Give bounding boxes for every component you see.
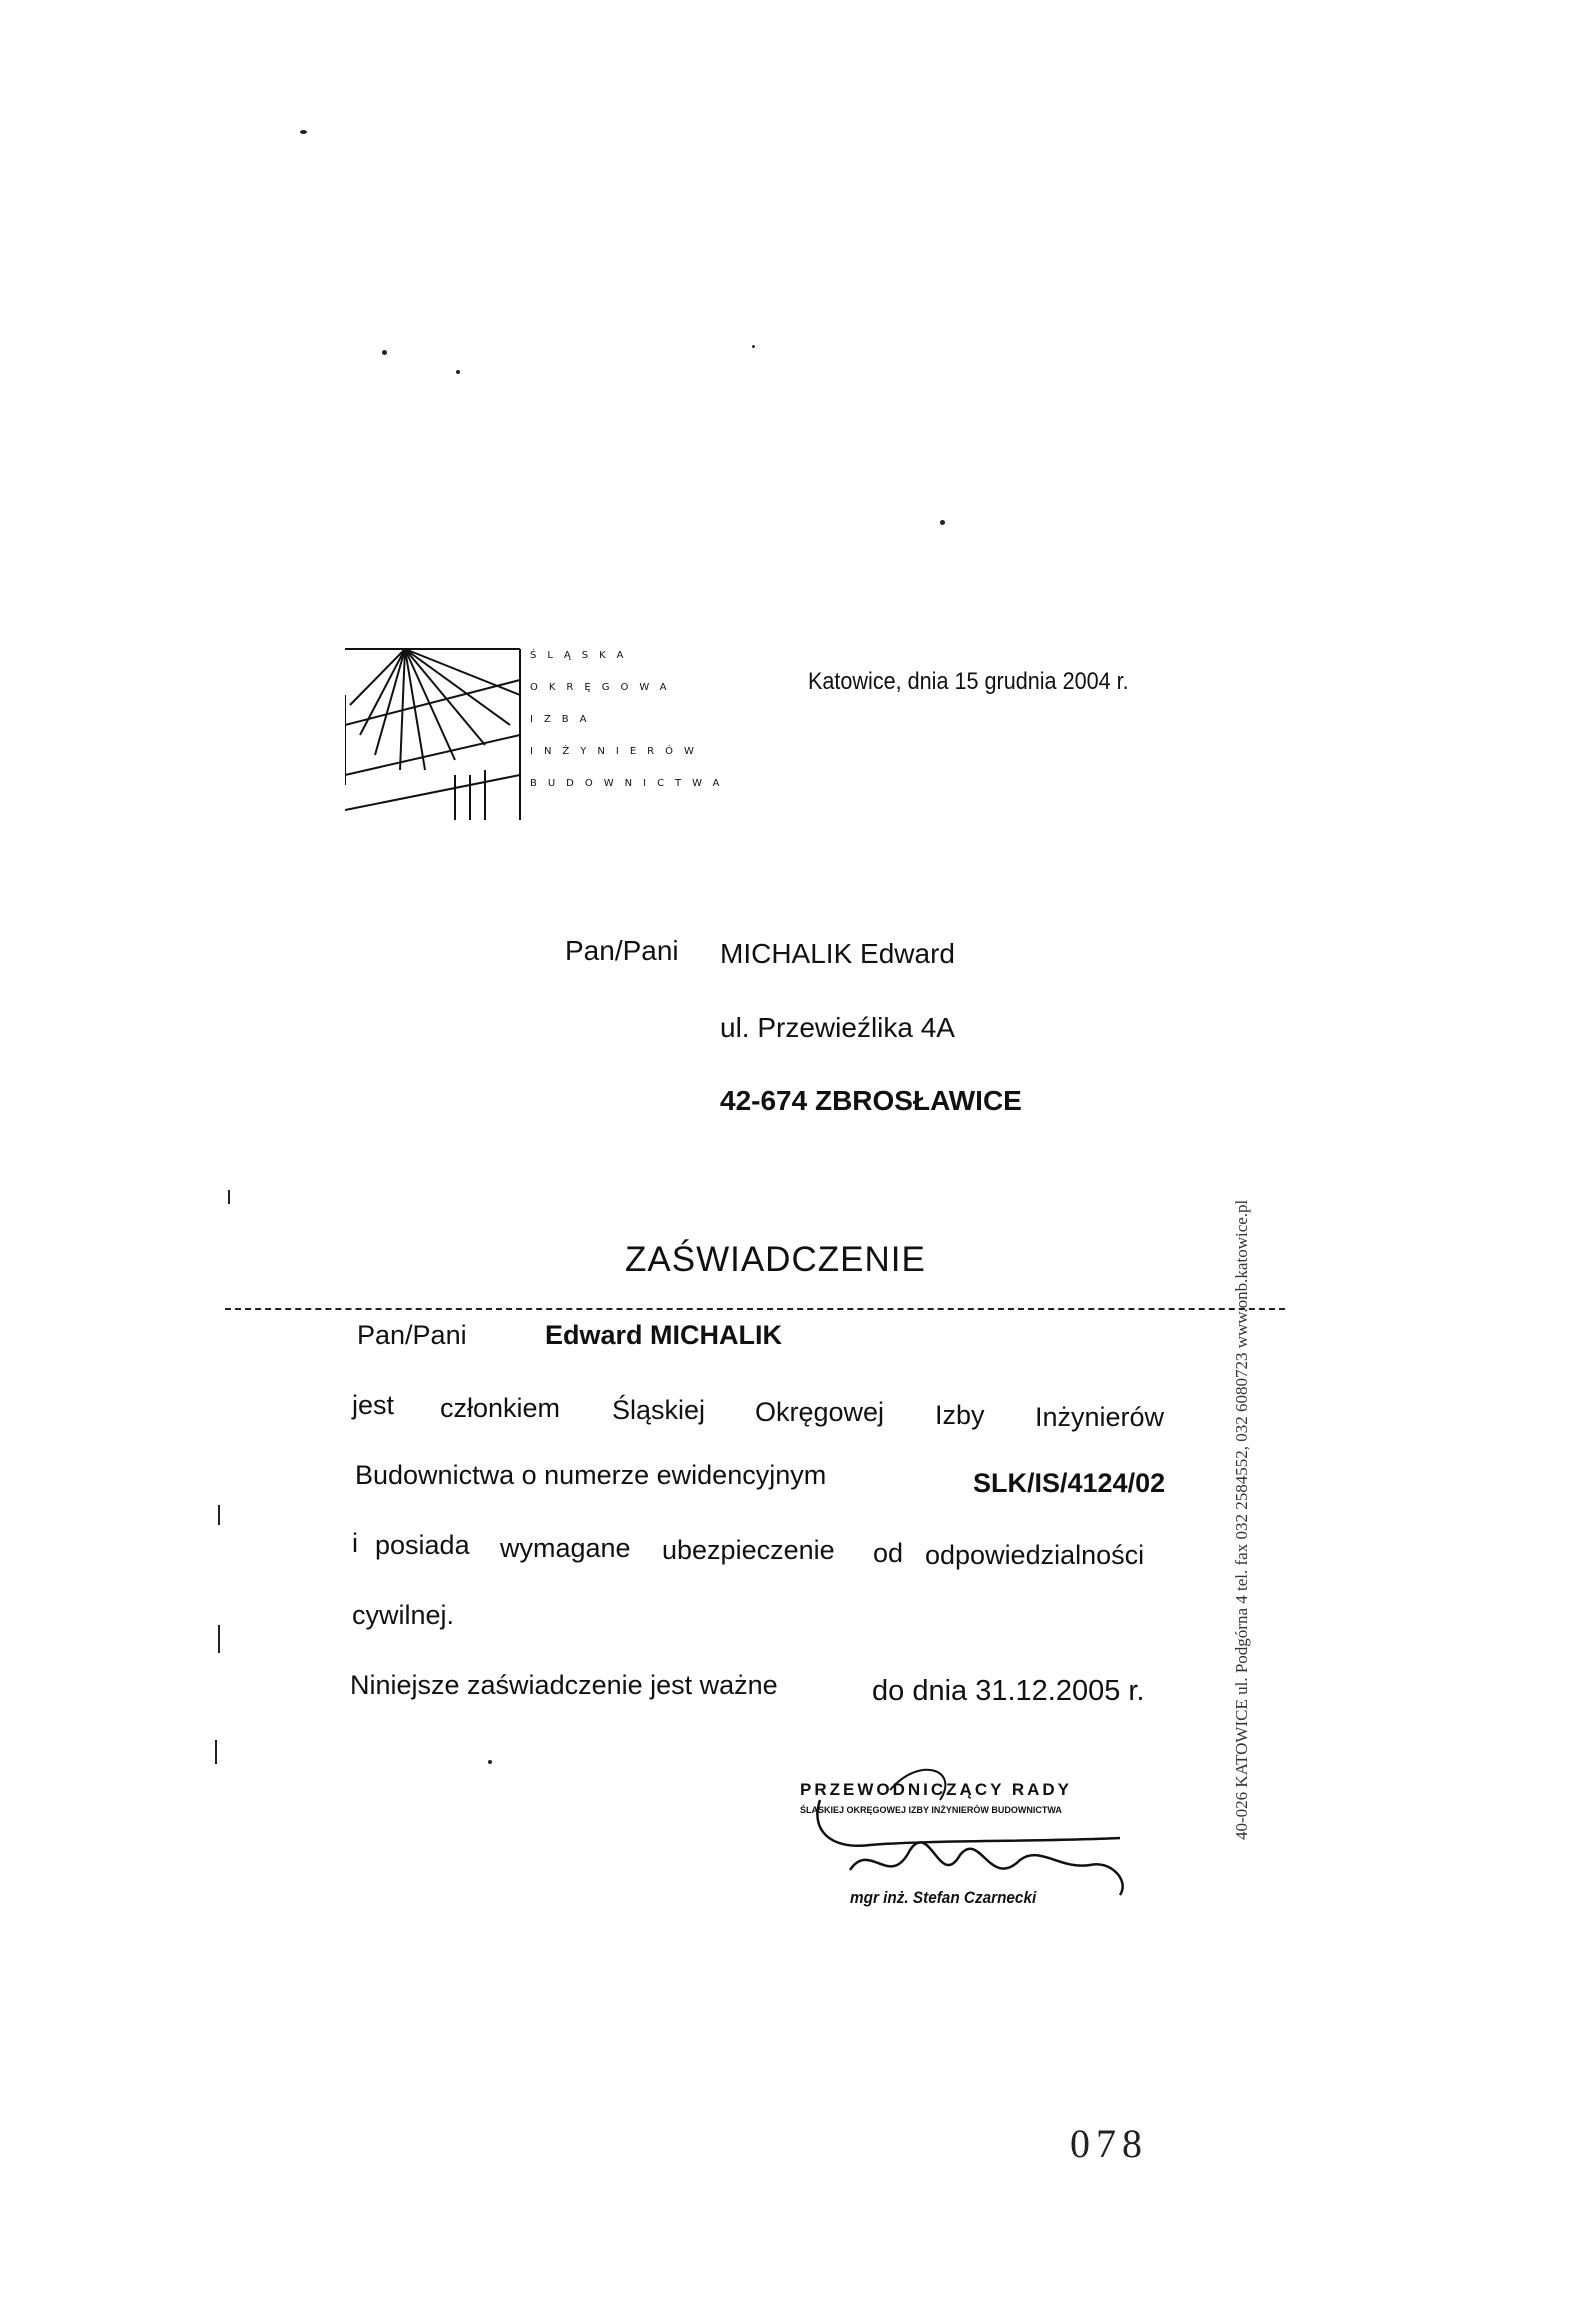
- body-word: Izby: [935, 1400, 985, 1430]
- body-word: jest: [352, 1390, 395, 1420]
- scan-mark: [228, 1190, 230, 1204]
- chamber-address-sidebar: 40-026 KATOWICE ul. Podgórna 4 tel. fax 032 2584552, 032 6080723 www.onb.katowice.pl: [1232, 1199, 1251, 1840]
- scan-speck: [488, 1760, 492, 1764]
- document-title: ZAŚWIADCZENIE: [625, 1240, 926, 1279]
- recipient-name: MICHALIK Edward: [720, 938, 955, 969]
- logo-line: INŻYNIERÓW: [530, 746, 705, 757]
- scan-speck: [382, 350, 387, 355]
- recipient-salutation: Pan/Pani: [565, 935, 679, 966]
- scan-mark: [215, 1740, 217, 1764]
- body-word: wymagane: [500, 1533, 631, 1563]
- certificate-person-name: Edward MICHALIK: [545, 1320, 783, 1350]
- logo-line: BUDOWNICTWA: [530, 778, 731, 789]
- validity-date: do dnia 31.12.2005 r.: [872, 1675, 1145, 1707]
- scan-speck: [456, 370, 460, 374]
- body-word: Inżynierów: [1035, 1402, 1165, 1432]
- validity-text: Niniejsze zaświadczenie jest ważne: [350, 1670, 778, 1700]
- body-word: od: [873, 1538, 904, 1568]
- logo-line: ŚLĄSKA: [530, 650, 635, 661]
- chamber-logo-text: [530, 640, 731, 800]
- recipient-city: 42-674 ZBROSŁAWICE: [720, 1085, 1022, 1116]
- certificate-salutation: Pan/Pani: [357, 1320, 467, 1350]
- scan-speck: [300, 130, 307, 134]
- recipient-street: ul. Przewieźlika 4A: [720, 1012, 955, 1043]
- signer-name: mgr inż. Stefan Czarnecki: [850, 1888, 1037, 1907]
- body-word: i: [352, 1528, 358, 1558]
- stamp-line-1: PRZEWODNICZĄCY RADY: [800, 1780, 1073, 1799]
- issue-date: Katowice, dnia 15 grudnia 2004 r.: [808, 668, 1129, 695]
- separator-line: [225, 1308, 1285, 1312]
- scan-mark: [218, 1505, 220, 1525]
- body-word: odpowiedzialności: [925, 1540, 1145, 1570]
- logo-line: IZBA: [530, 714, 598, 725]
- body-line-2: Budownictwa o numerze ewidencyjnym: [355, 1460, 827, 1490]
- body-word: członkiem: [440, 1393, 561, 1423]
- body-word: Okręgowej: [755, 1397, 885, 1427]
- body-word: Śląskiej: [612, 1395, 706, 1425]
- registration-number: SLK/IS/4124/02: [973, 1468, 1166, 1498]
- stamp-line-2: ŚLĄSKIEJ OKRĘGOWEJ IZBY INŻYNIERÓW BUDOWNICTWA: [800, 1805, 1062, 1815]
- body-word: ubezpieczenie: [662, 1535, 835, 1565]
- scan-speck: [752, 345, 755, 348]
- body-line-4: cywilnej.: [352, 1600, 455, 1630]
- body-word: posiada: [375, 1530, 470, 1560]
- page-number: 078: [1070, 2121, 1148, 2166]
- scan-mark: [218, 1625, 220, 1653]
- scan-speck: [940, 520, 945, 525]
- logo-line: OKRĘGOWA: [530, 682, 678, 693]
- official-stamp: [790, 1760, 1190, 1900]
